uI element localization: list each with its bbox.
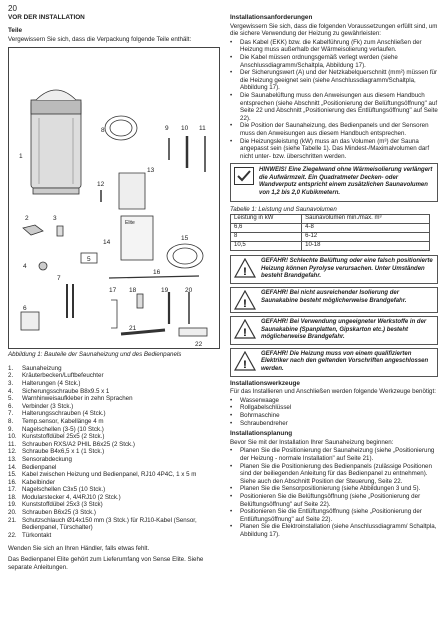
list-item: • Die Saunabelüftung muss den Anweisungen aus diesem Handbuch entsprechen (siehe Abschnitt „Positionierung der Belüftungsöffnung" auf Seite 22 und Abschnitt „Positionierung des Entlüftungsöffnung" auf Seite 22). <box>230 91 438 122</box>
fig-label-22: 22 <box>195 341 203 349</box>
fig-label-18: 18 <box>129 287 137 295</box>
list-item: • Positionieren Sie die Belüftungsöffnung (siehe „Positionierung der Belüftungsöffnung" auf Seite 22). <box>230 492 421 508</box>
list-item: • Das Kabel (EKK) bzw. die Kabelführung (Fk) zum Anschließen der Heizung muss außerhalb der Wärmeisolierung verlaufen. <box>230 38 422 54</box>
warning-icon <box>234 258 256 278</box>
list-item: • Planen Sie die Elektroinstallation (siehe Anschlussdiagramm/ Schaltpla, Abbildung 17). <box>230 523 437 538</box>
right-column <box>230 14 438 541</box>
fig-label-4: 4 <box>23 263 27 271</box>
list-item: • Die Position der Saunaheizung, des Bedienpanels und der Sensoren muss den Anweisungen aus diesem Handbuch entsprechen. <box>230 122 429 137</box>
table-title: Tabelle 1: Leistung und Saunavolumen <box>230 205 337 213</box>
warning-box: ! GEFAHR! Die Heizung muss von einem qualifizierten Elektriker nach den geltenden Vorschriften angeschlossen werden. <box>230 348 438 377</box>
herb-bowl-drawing <box>23 225 43 235</box>
planning-heading: Installationsplanung <box>230 430 293 438</box>
list-item: • Rollgabelschlüssel <box>230 404 292 412</box>
list-item: 22. Türkontakt <box>8 531 52 539</box>
fig-label-1: 1 <box>19 153 23 161</box>
sensor-cover-drawing <box>119 173 145 209</box>
fig-label-17: 17 <box>109 287 117 295</box>
list-item: 21. Schutzschlauch Ø14x150 mm (3 Stck.) für RJ10-Kabel (Sensor, Bedienpanel, Türschalter) <box>8 516 197 532</box>
svg-text:!: ! <box>243 327 247 340</box>
note-box <box>230 163 438 201</box>
warning-box: ! GEFAHR! Bei Verwendung ungeeigneter Werkstoffe in der Saunakabine (Spanplatten, Gipskarton etc.) besteht möglicherweise Brandgefahr. <box>230 316 438 345</box>
list-item: • Planen Sie die Sensorpositionierung (siehe Abbildungen 3 und 5). <box>230 485 421 493</box>
planning-intro: Bevor Sie mit der Installation Ihrer Saunaheizung beginnen: <box>230 438 394 446</box>
list-item: 7. Halterungsschrauben (4 Stck.) <box>8 410 106 418</box>
list-item: 15. Kabel zwischen Heizung und Bedienpanel, RJ10 4P4C, 1 x 5 m <box>8 471 197 479</box>
table-header-row: Leistung in kW Saunavolumen min./max. m³ <box>231 215 430 224</box>
checkmark-icon <box>234 167 254 185</box>
parts-figure <box>8 47 220 349</box>
list-item: 20. Schrauben B6x25 (3 Stck.) <box>8 509 96 517</box>
fig-label-16: 16 <box>153 269 161 277</box>
table-row: 10,5 10-18 <box>231 242 430 251</box>
cable-ties-drawing <box>109 276 199 278</box>
tools-intro: Für das Installieren und Anschließen werden folgende Werkzeuge benötigt: <box>230 388 436 396</box>
list-item: 19. Kunststoffdübel 25x3 (3 Stck) <box>8 501 103 509</box>
list-item: 6. Verbinder (3 Stck.) <box>8 402 74 410</box>
requirements-heading: Installationsanforderungen <box>230 14 313 21</box>
list-item: • Bohrmaschine <box>230 411 280 419</box>
svg-text:!: ! <box>243 358 247 371</box>
list-item: 11. Schrauben RXS/A2 PHIL B6x25 (2 Stck.) <box>8 440 135 448</box>
power-volume-table <box>230 214 430 251</box>
list-item: 10. Kunststoffdübel 25x5 (2 Stck.) <box>8 433 105 441</box>
fig-label-20: 20 <box>185 287 193 295</box>
list-item: 1. Saunaheizung <box>8 364 62 372</box>
connectors-drawing <box>21 312 39 330</box>
warning-box: ! GEFAHR! Schlechte Belüftung oder eine falsch positionierte Heizung können Pyrolyse verursachen. Unter Umständen besteht Brandgefahr. <box>230 255 438 284</box>
protective-hose-drawing <box>121 330 165 334</box>
list-item: 13. Sensorabdeckung <box>8 455 72 463</box>
list-item: • Die Kabel müssen ordnungsgemäß verlegt werden (siehe Anschlussdiagramm/Schaltpla, Abbildung 17). <box>230 53 398 69</box>
parts-heading: Teile <box>8 27 23 34</box>
parts-list <box>8 365 220 540</box>
parts-drawing <box>9 48 221 350</box>
warning-icon <box>234 319 256 339</box>
fig-label-19: 19 <box>161 287 169 295</box>
parts-intro: Vergewissern Sie sich, dass die Verpackung folgende Teile enthält: <box>8 35 192 43</box>
tools-heading: Installationswerkzeuge <box>230 379 300 387</box>
list-item: 12. Schraube B4x6,5 x 1 (1 Stck.) <box>8 448 105 456</box>
lock-screw-drawing <box>39 262 47 270</box>
warning-box: ! GEFAHR! Bei nicht ausreichender Isolierung der Saunakabine besteht möglicherweise Brandgefahr. <box>230 287 438 313</box>
list-item: 14. Bedienpanel <box>8 463 57 471</box>
list-item: • Der Sicherungswert (A) und der Netzkabelquerschnitt (mm²) müssen für die Heizung geeignet sein (siehe Anschlussdiagramm/Schaltpla, Abbildung 17). <box>230 69 438 92</box>
list-item: 5. Warnhinweisaufkleber in zehn Sprachen <box>8 395 133 403</box>
warning-icon <box>234 290 256 310</box>
list-item: 16. Kabelbinder <box>8 478 56 486</box>
fig-label-14: 14 <box>103 239 111 247</box>
fig-label-10: 10 <box>181 125 189 133</box>
page-number: 20 <box>8 4 17 13</box>
list-item: • Schraubendreher <box>230 419 288 427</box>
bracket-drawing <box>57 226 63 236</box>
requirements-intro: Vergewissern Sie sich, dass die folgenden Voraussetzungen erfüllt sind, um die sichere Verwendung der Heizung zu gewährleisten: <box>230 22 438 38</box>
door-contact-drawing <box>179 328 207 336</box>
fig-label-2: 2 <box>25 215 29 223</box>
fig-label-3: 3 <box>53 215 57 223</box>
elite-note: Das Bedienpanel Elite gehört zum Lieferumfang von Sense Elite. Siehe separate Anleitungen. <box>8 556 204 571</box>
list-item: 2. Kräuterbecken/Luftbefeuchter <box>8 372 104 380</box>
fig-label-7: 7 <box>57 275 61 283</box>
list-item: • Planen Sie die Positionierung der Saunaheizung (siehe „Positionierung der Heizung - normale Installation" auf Seite 21). <box>230 447 435 462</box>
warning-icon <box>234 351 256 371</box>
fig-label-8: 8 <box>101 127 105 135</box>
svg-text:!: ! <box>243 298 247 311</box>
tools-list <box>230 397 438 427</box>
list-item: 3. Halterungen (4 Stck.) <box>8 379 81 387</box>
missing-note: Wenden Sie sich an Ihren Händler, falls etwas fehlt. <box>8 545 150 553</box>
fig-label-11: 11 <box>199 125 206 133</box>
list-item: 4. Sicherungsschraube B8x9.5 x 1 <box>8 387 110 395</box>
table-row: 6,6 4-8 <box>231 224 430 233</box>
fig-label-15: 15 <box>181 235 189 243</box>
table-row: 8 6-12 <box>231 233 430 242</box>
list-item: 8. Temp.sensor, Kabellänge 4 m <box>8 417 104 425</box>
modular-plug-drawing <box>137 294 143 308</box>
list-item: 9. Nagelschellen (3-5) (10 Stck.) <box>8 425 104 433</box>
fig-label-21: 21 <box>129 325 137 333</box>
svg-text:!: ! <box>243 266 247 279</box>
list-item: • Positionieren Sie die Entlüftungsöffnung (siehe „Positionierung der Entlüftungsöffnung" auf Seite 22). <box>230 508 422 523</box>
fig-label-5: 5 <box>87 256 91 264</box>
list-item: 18. Modularstecker 4, 4/4RJ10 (2 Stck.) <box>8 493 121 501</box>
left-column <box>8 27 220 574</box>
list-item: 17. Nagelschellen C3x5 (10 Stck.) <box>8 486 106 494</box>
list-item: • Wasserwaage <box>230 396 279 404</box>
planning-list <box>230 447 438 538</box>
fig-label-6: 6 <box>23 305 27 313</box>
fig-label-9: 9 <box>165 125 169 133</box>
list-item: • Die Heizungsleistung (kW) muss an das Volumen (m³) der Sauna angepasst sein (siehe Tabelle 1). Das Mindest-/Maximalvolumen darf nicht unter- bzw. überschritten werden. <box>230 137 430 160</box>
figure-caption: Abbildung 1: Bauteile der Saunaheizung und des Bedienpanels <box>8 351 182 359</box>
fig-label-13: 13 <box>147 167 155 175</box>
note-text: HINWEIS! Eine Ziegelwand ohne Wärmeisolierung verlängert die Aufwärmzeit. Ein Quadratmeter Decken- oder Wandverputz entspricht einem zusätzlichen Saunavolumen von 1,2 bis 2,0 Kubikmetern. <box>259 167 433 197</box>
elite-label: Elite <box>125 220 135 227</box>
section-title: VOR DER INSTALLATION <box>8 14 85 21</box>
nail-clips-c-drawing <box>111 300 117 328</box>
fig-label-12: 12 <box>97 181 105 189</box>
list-item: • Planen Sie die Positionierung des Bedienpanels (zulässige Positionen sind der beiliegenden Anleitung für das Bedienpanel zu entnehmen). Siehe auch den Abschnitt Position der Steuerung, Seite 22. <box>230 462 432 485</box>
requirements-list <box>230 39 438 161</box>
